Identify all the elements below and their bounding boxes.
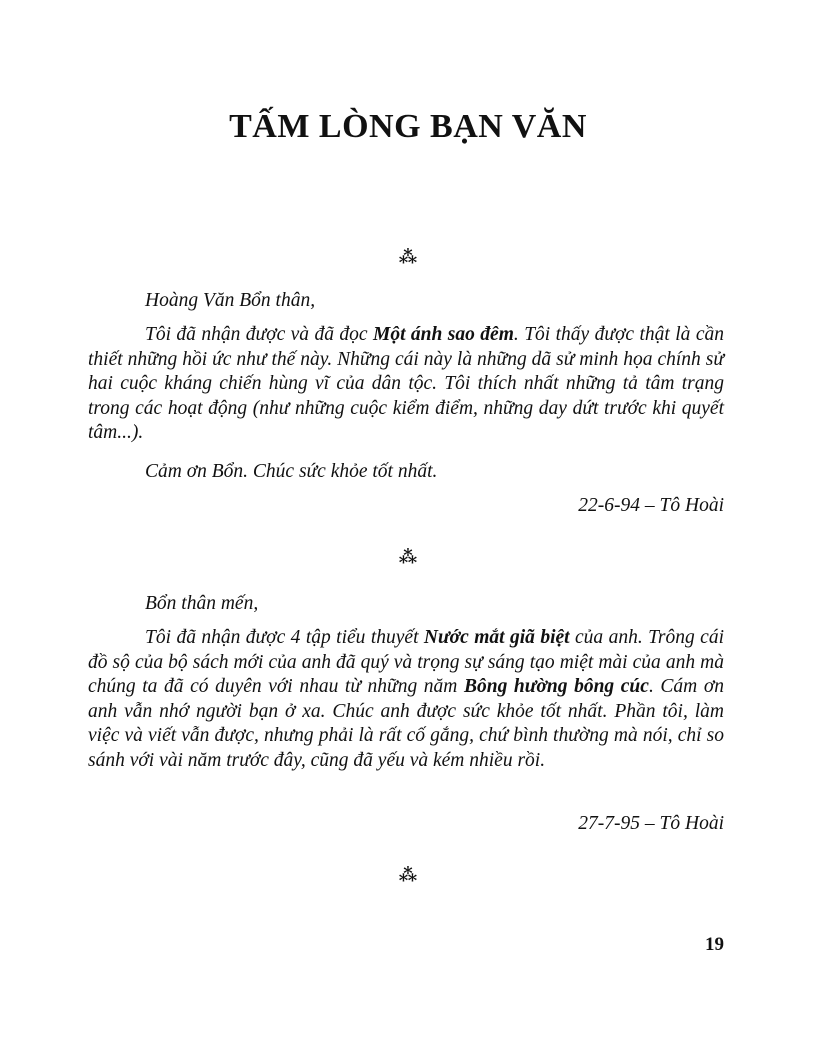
letter2-body-text-middle: của anh. Trông cái đồ sộ của bộ sách mới của anh đã quý và trọng sự sáng tạo miệt mài của anh mà chúng ta đã có duyên với nhau từ những năm [88, 627, 724, 698]
letter2-body-text-before: Tôi đã nhận được 4 tập tiểu thuyết [145, 627, 424, 648]
page-number: 19 [705, 934, 724, 955]
letter2-signature: 27-7-95 – Tô Hoài [578, 813, 724, 834]
chapter-title: TẤM LÒNG BẠN VĂN [229, 108, 587, 145]
letter2-body-text-after: . Cám ơn anh vẫn nhớ người bạn ở xa. Chúc anh được sức khỏe tốt nhất. Phần tôi, làm việc và viết vẫn được, nhưng phải là rất cố gắng, chứ bình thường mà nói, chỉ so sánh với vài năm trước đây, cũng đã yếu và kém nhiều rồi. [88, 676, 724, 771]
letter2-book-title-1: Nước mắt giã biệt [423, 627, 570, 648]
section-divider-ornament: ⁂ [398, 547, 418, 567]
section-divider-ornament: ⁂ [398, 247, 418, 267]
letter1-closing: Cảm ơn Bổn. Chúc sức khỏe tốt nhất. [145, 461, 438, 482]
letter1-signature: 22-6-94 – Tô Hoài [578, 495, 724, 516]
letter2-salutation: Bổn thân mến, [145, 593, 259, 614]
letter2-book-title-2: Bông hường bông cúc [463, 676, 649, 698]
letter2-body [88, 626, 724, 774]
letter1-book-title: Một ánh sao đêm [373, 324, 514, 345]
letter1-body-text-before: Tôi đã nhận được và đã đọc [145, 324, 373, 345]
letter1-body [88, 323, 724, 446]
letter1-body-text-after: . Tôi thấy được thật là cần thiết những hồi ức như thế này. Những cái này là những dã sử minh họa chính sử hai cuộc kháng chiến hùng vĩ của dân tộc. Tôi thích nhất những tả tâm trạng trong các hoạt động (như những cuộc kiểm điểm, những day dứt trước khi quyết tâm...). [88, 324, 724, 444]
section-divider-ornament: ⁂ [398, 865, 418, 885]
letter1-salutation: Hoàng Văn Bổn thân, [145, 290, 316, 311]
